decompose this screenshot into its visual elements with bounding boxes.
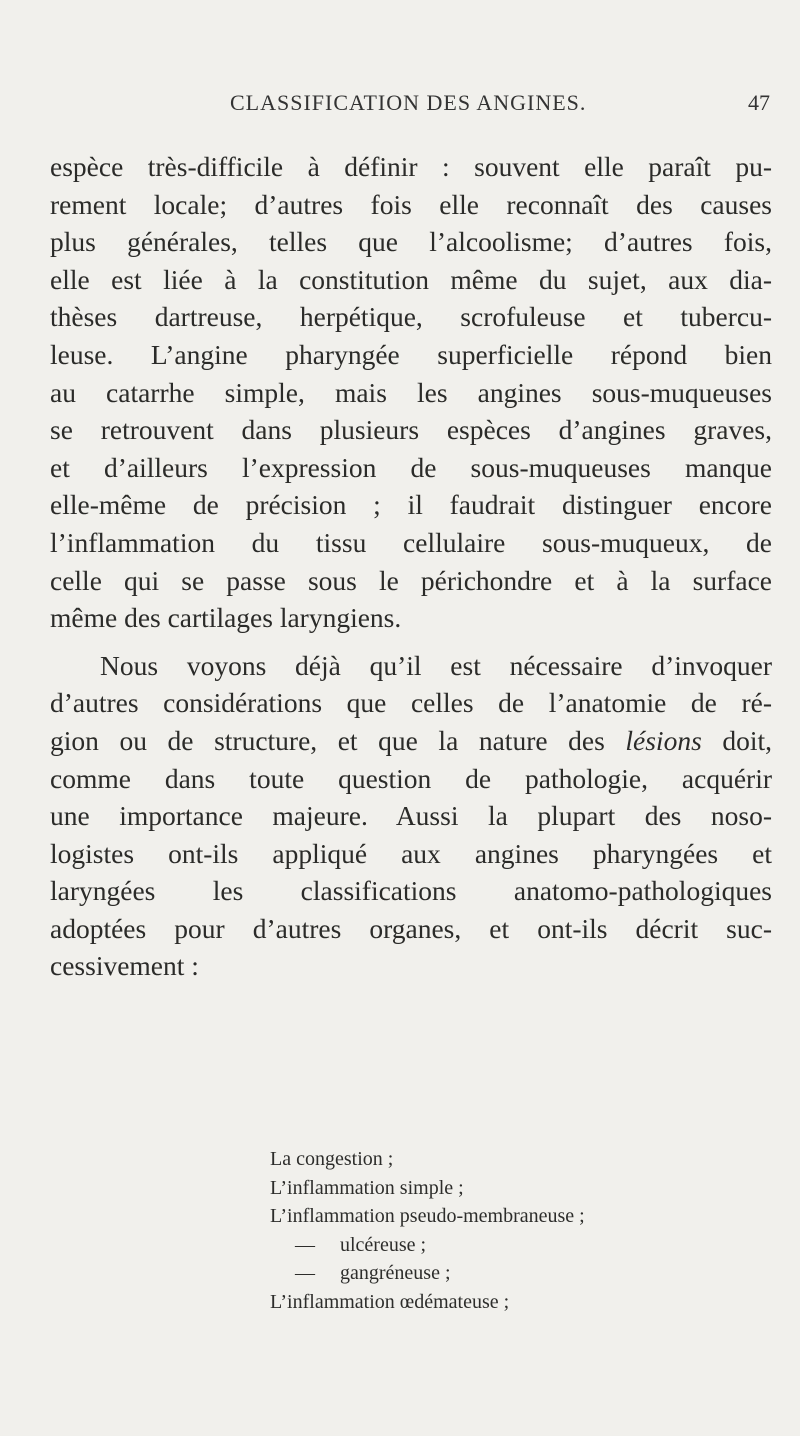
text-line: adoptées pour d’autres organes, et ont-ils décrit suc- [50,912,772,944]
text-line: Nous voyons déjà qu’il est nécessaire d’invoquer [100,649,772,681]
list-item: L’inflammation pseudo-membraneuse ; [270,1205,585,1227]
text-line: laryngées les classifications anatomo-pathologiques [50,875,772,907]
text-line: et d’ailleurs l’expression de sous-muqueuses manque [50,451,772,483]
text-line: espèce très-difficile à définir : souvent elle paraît pu- [50,151,772,182]
list-item-text: ulcéreuse ; [340,1233,427,1256]
list-item-text: gangréneuse ; [340,1262,451,1284]
text-line: comme dans toute question de pathologie, acquérir [50,762,772,794]
italic-term: lésions [625,724,702,756]
text-segment: gion ou de structure, et que la nature des [50,724,605,756]
text-line: plus générales, telles que l’alcoolisme; d’autres fois, [50,226,772,258]
list-item: L’inflammation simple ; [270,1176,464,1199]
text-line: logistes ont-ils appliqué aux angines pharyngées et [50,837,772,869]
classification-list [270,1145,770,1316]
ditto-dash: — [295,1262,315,1284]
list-item [270,1259,770,1288]
text-line: même des cartilages laryngiens. [50,602,402,634]
text-line: d’autres considérations que celles de l’anatomie de ré- [50,687,772,719]
page-number: 47 [748,90,770,115]
running-title: CLASSIFICATION DES ANGINES. [230,90,587,115]
text-line: rement locale; d’autres fois elle reconnaît des causes [50,188,772,220]
running-head [50,90,770,124]
text-line: elle est liée à la constitution même du sujet, aux dia- [50,263,772,295]
text-line: celle qui se passe sous le périchondre et à la surface [50,564,772,596]
text-line: l’inflammation du tissu cellulaire sous-muqueux, de [50,526,772,558]
text-line: se retrouvent dans plusieurs espèces d’angines graves, [50,414,772,446]
paragraph-1 [50,148,772,637]
text-line: au catarrhe simple, mais les angines sous-muqueuses [50,376,772,408]
text-line: elle-même de précision ; il faudrait distinguer encore [50,489,772,521]
paragraph-2 [50,647,772,985]
list-item: L’inflammation œdémateuse ; [270,1290,510,1313]
list-item [270,1231,770,1260]
ditto-dash: — [295,1233,315,1256]
text-line: leuse. L’angine pharyngée superficielle répond bien [50,338,772,370]
body-text [50,148,772,985]
text-line: cessivement : [50,950,199,982]
text-line: une importance majeure. Aussi la plupart des noso- [50,800,772,832]
text-line: thèses dartreuse, herpétique, scrofuleuse et tubercu- [50,301,772,333]
list-item: La congestion ; [270,1148,394,1170]
text-segment: doit, [722,724,772,756]
text-line-with-italic [50,722,772,760]
